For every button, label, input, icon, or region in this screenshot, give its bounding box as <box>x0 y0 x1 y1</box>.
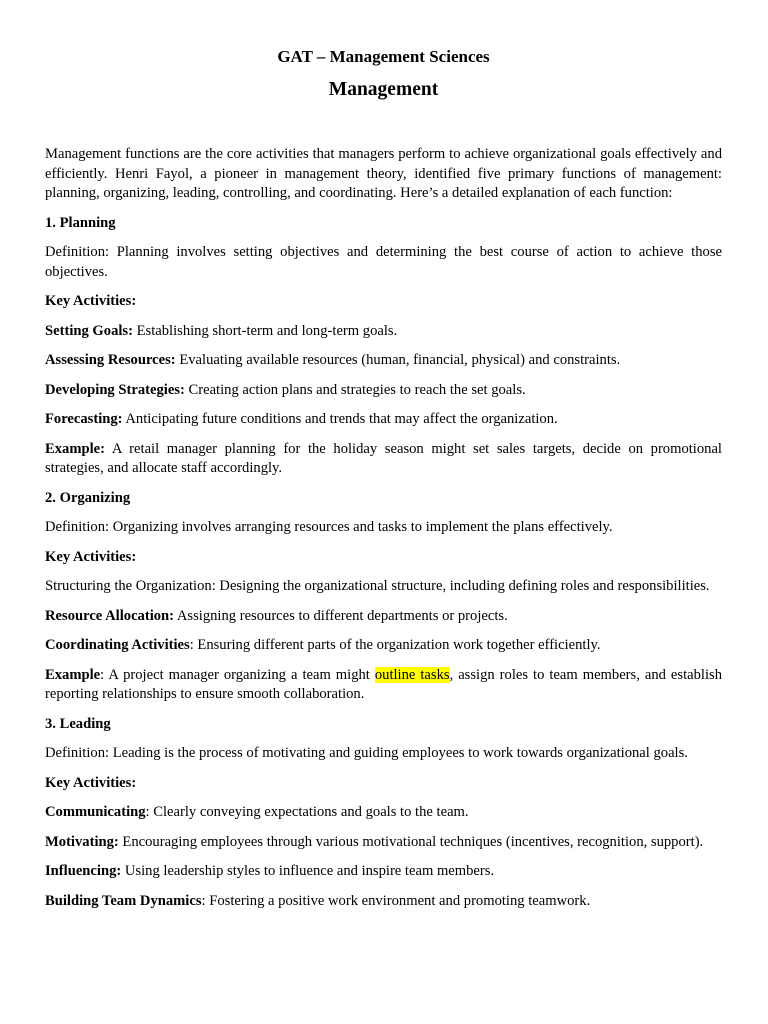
intro-paragraph: Management functions are the core activities that managers perform to achieve organizational goals effectively and efficiently. Henri Fayol, a pioneer in management theory, identified five primary functions of management: planning, organizing, leading, controlling, and coordinating. Here’s a detailed explanation of each function: <box>45 146 722 201</box>
leading-item <box>45 892 722 912</box>
item-term: Setting Goals: <box>45 322 133 339</box>
item-term: Building Team Dynamics <box>45 892 202 909</box>
example-text-pre: : A project manager organizing a team might <box>100 666 375 683</box>
leading-item <box>45 833 722 853</box>
example-text-post: , assign roles to team members, and establish reporting relationships to ensure smooth collaboration. <box>45 666 722 702</box>
organizing-key-activities: Key Activities: <box>45 548 137 565</box>
example-text: A retail manager planning for the holiday season might set sales targets, decide on promotional strategies, and allocate staff accordingly. <box>45 440 722 476</box>
item-text: : Fostering a positive work environment and promoting teamwork. <box>201 892 591 909</box>
leading-item <box>45 803 722 823</box>
item-term: Motivating: <box>45 833 119 850</box>
item-term: Forecasting: <box>45 411 123 427</box>
item-term: Developing Strategies: <box>45 381 185 398</box>
item-text: Establishing short-term and long-term goals. <box>132 322 398 339</box>
document-header: GAT – Management Sciences <box>277 47 490 66</box>
planning-item <box>45 381 722 401</box>
planning-key-activities: Key Activities: <box>45 293 137 309</box>
highlighted-text: outline tasks <box>374 666 450 683</box>
leading-item <box>45 862 722 882</box>
planning-definition: Definition: Planning involves setting objectives and determining the best course of action to achieve those objectives. <box>45 244 722 280</box>
item-term: Influencing: <box>45 863 122 879</box>
organizing-item <box>45 607 722 627</box>
item-text: Using leadership styles to influence and inspire team members. <box>121 863 495 879</box>
leading-definition: Definition: Leading is the process of motivating and guiding employees to work towards organizational goals. <box>45 745 688 761</box>
planning-item <box>45 351 722 371</box>
item-text: Assigning resources to different departments or projects. <box>174 607 508 624</box>
item-text: Encouraging employees through various motivational techniques (incentives, recognition, support). <box>118 833 704 850</box>
organizing-example <box>45 666 722 705</box>
section-heading-organizing: 2. Organizing <box>45 489 131 506</box>
planning-example <box>45 440 722 479</box>
item-text: Evaluating available resources (human, financial, physical) and constraints. <box>175 352 621 368</box>
item-text: Creating action plans and strategies to reach the set goals. <box>184 381 526 398</box>
item-term: Coordinating Activities <box>45 637 190 653</box>
item-term: Communicating <box>45 804 146 820</box>
planning-item <box>45 410 722 430</box>
item-text: Anticipating future conditions and trends that may affect the organization. <box>122 411 558 427</box>
example-term: Example: <box>45 440 105 457</box>
document-body <box>45 145 722 921</box>
organizing-structuring: Structuring the Organization: Designing the organizational structure, including defining roles and responsibilities. <box>45 578 710 594</box>
leading-key-activities: Key Activities: <box>45 774 137 791</box>
example-term: Example <box>45 666 101 683</box>
section-heading-leading: 3. Leading <box>45 715 111 732</box>
item-term: Assessing Resources: <box>45 352 176 368</box>
section-heading-planning: 1. Planning <box>45 214 116 231</box>
document-title: Management <box>328 79 439 100</box>
item-text: : Ensuring different parts of the organization work together efficiently. <box>189 637 601 653</box>
planning-item <box>45 322 722 342</box>
item-term: Resource Allocation: <box>45 607 175 624</box>
organizing-definition: Definition: Organizing involves arranging resources and tasks to implement the plans effectively. <box>45 519 613 535</box>
item-text: : Clearly conveying expectations and goals to the team. <box>145 804 469 820</box>
organizing-item <box>45 636 722 656</box>
